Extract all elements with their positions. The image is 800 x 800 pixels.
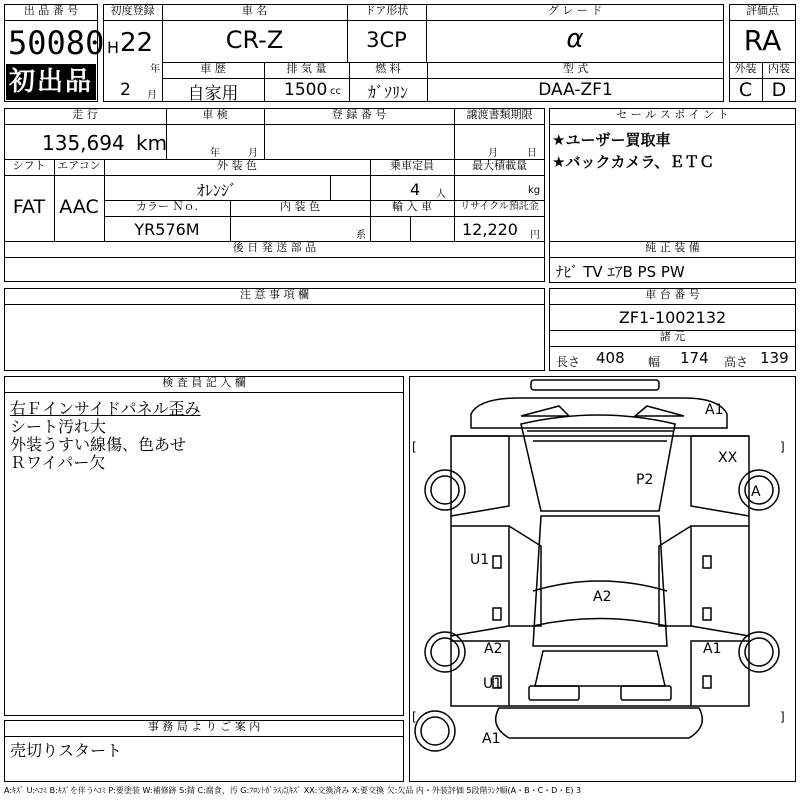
damage-mark-a2-left: A2 bbox=[484, 641, 503, 657]
transfer-deadline-header: 譲渡書類期限 bbox=[466, 108, 533, 121]
sales-points-header: セ ー ル ス ポ イ ン ト bbox=[616, 108, 729, 121]
car-name-header: 車 名 bbox=[241, 4, 268, 17]
fuel: ｶﾞｿﾘﾝ bbox=[367, 83, 408, 102]
later-parts-header: 後 日 発 送 部 品 bbox=[232, 241, 317, 254]
damage-mark-u1-left: U1 bbox=[470, 552, 490, 568]
color-number: YR576M bbox=[134, 220, 200, 239]
height-value: 139 bbox=[760, 349, 789, 367]
mileage-header: 走 行 bbox=[72, 108, 98, 121]
width-value: 174 bbox=[680, 349, 709, 367]
registration-number-header: 登 録 番 号 bbox=[331, 108, 387, 121]
exterior-color: ｵﾚﾝｼﾞ bbox=[196, 181, 237, 200]
genuine-equipment-header: 純 正 装 備 bbox=[645, 241, 700, 254]
dimensions-header: 諸 元 bbox=[659, 330, 686, 343]
shift: FAT bbox=[12, 196, 46, 218]
office-header: 事 務 局 よ り ご 案 内 bbox=[147, 720, 261, 733]
length-label: 長さ bbox=[556, 355, 581, 369]
legend: A:ｷｽﾞ U:ﾍｺﾐ B:ｷｽﾞを伴うﾍｺﾐ P:要塗装 W:補修跡 S:錆 C:腐食、汚 G:ﾌﾛﾝﾄｶﾞﾗｽ点ｷｽﾞ XX:交換済み X:要交換 欠:欠品 内・外装評価 5段階ﾗﾝｸ順(A・B・C・D・E) 3 bbox=[4, 786, 582, 795]
capacity: 4 bbox=[410, 180, 421, 199]
door-type: 3CP bbox=[366, 28, 407, 52]
inspector-header: 検 査 員 記 入 欄 bbox=[162, 376, 246, 389]
damage-mark-a1-top: A1 bbox=[705, 402, 724, 418]
damage-mark-a1-bottom: A1 bbox=[482, 731, 501, 747]
mileage-unit: km bbox=[136, 131, 168, 155]
damage-mark-p2: P2 bbox=[636, 472, 654, 488]
chassis-number: ZF1-1002132 bbox=[618, 308, 727, 327]
sales-point-2: ★バックカメラ、ＥＴＣ bbox=[552, 153, 715, 171]
inspection-year-unit: 年 bbox=[210, 148, 220, 159]
lot-number: 50080 bbox=[8, 24, 105, 62]
damage-mark-a2-center: A2 bbox=[593, 589, 612, 605]
registration-year: 22 bbox=[120, 28, 154, 58]
damage-mark-u1-bottom: U1 bbox=[483, 676, 503, 692]
import-header: 輸 入 車 bbox=[392, 200, 432, 213]
registration-header: 初度登録 bbox=[110, 4, 155, 17]
office-notice: 売切りスタート bbox=[10, 741, 123, 760]
rating-header: 評価点 bbox=[746, 4, 779, 17]
grade-header: グ レ ー ド bbox=[547, 4, 603, 17]
recycle: 12,220 bbox=[462, 220, 518, 239]
inspector-line-2: シート汚れ大 bbox=[10, 417, 107, 436]
capacity-unit: 人 bbox=[436, 189, 446, 200]
bracket-right-bottom: ] bbox=[780, 710, 785, 724]
bracket-left-top: [ bbox=[412, 440, 417, 454]
inspection-month-unit: 月 bbox=[248, 148, 258, 159]
transfer-month-unit: 月 bbox=[488, 148, 498, 159]
inspection-header: 車 検 bbox=[202, 108, 228, 121]
displacement-unit: cc bbox=[330, 86, 341, 97]
car-name: CR-Z bbox=[225, 26, 284, 54]
shift-header: シフト bbox=[12, 159, 46, 172]
capacity-header: 乗車定員 bbox=[390, 159, 434, 172]
mileage: 135,694 bbox=[42, 131, 125, 155]
interior-color-unit: 系 bbox=[356, 230, 366, 241]
registration-year-unit: 年 bbox=[150, 64, 160, 75]
interior-rating-header: 内装 bbox=[768, 62, 790, 75]
bracket-left-bottom: [ bbox=[412, 710, 417, 724]
max-load-unit: kg bbox=[528, 185, 541, 196]
sales-point-1: ★ユーザー買取車 bbox=[552, 131, 671, 149]
door-type-header: ドア形状 bbox=[364, 4, 409, 17]
exterior-rating-header: 外装 bbox=[734, 62, 757, 75]
model-header: 型 式 bbox=[562, 62, 589, 75]
recycle-unit: 円 bbox=[530, 230, 540, 241]
exterior-rating: C bbox=[738, 79, 753, 101]
registration-month: 2 bbox=[120, 80, 131, 100]
chassis-header: 車 台 番 号 bbox=[645, 288, 700, 301]
inspector-line-1: 右Ｆインサイドパネル歪み bbox=[10, 399, 201, 418]
displacement: 1500 bbox=[284, 80, 328, 100]
fuel-header: 燃 料 bbox=[375, 62, 401, 75]
recycle-header: リサイクル預託金 bbox=[460, 201, 539, 212]
aircon-header: エアコン bbox=[57, 159, 101, 172]
model: DAA-ZF1 bbox=[538, 80, 613, 100]
car-diagram bbox=[409, 376, 796, 782]
inspector-line-3: 外装うすい線傷、色あせ bbox=[10, 435, 187, 454]
grade: α bbox=[566, 24, 584, 54]
max-load-header: 最大積載量 bbox=[472, 159, 527, 172]
damage-mark-a-wheel: A bbox=[751, 484, 761, 500]
registration-era: H bbox=[107, 38, 120, 57]
rating: RA bbox=[743, 24, 782, 57]
width-label: 幅 bbox=[648, 355, 661, 369]
displacement-header: 排 気 量 bbox=[286, 62, 327, 75]
aircon: AAC bbox=[59, 196, 99, 218]
length-value: 408 bbox=[596, 349, 625, 367]
transfer-day-unit: 日 bbox=[527, 148, 537, 159]
notes-header: 注 意 事 項 欄 bbox=[240, 288, 309, 301]
genuine-equipment: ﾅﾋﾞ TV ｴｱB PS PW bbox=[556, 263, 685, 281]
height-label: 高さ bbox=[724, 355, 749, 369]
damage-mark-xx: XX bbox=[718, 450, 738, 466]
inspector-line-4: Ｒワイパー欠 bbox=[10, 453, 106, 472]
first-listing-badge: 初出品 bbox=[6, 64, 96, 100]
history: 自家用 bbox=[187, 84, 239, 104]
interior-color-header: 内 装 色 bbox=[280, 200, 320, 213]
interior-rating: D bbox=[771, 79, 787, 101]
history-header: 車 歴 bbox=[200, 62, 226, 75]
exterior-color-header: 外 装 色 bbox=[217, 159, 257, 172]
color-number-header: カラー Ｎｏ. bbox=[136, 200, 198, 213]
bracket-right-top: ] bbox=[780, 440, 785, 454]
lot-number-header: 出 品 番 号 bbox=[23, 4, 79, 17]
registration-month-unit: 月 bbox=[147, 90, 157, 101]
damage-mark-a1-right: A1 bbox=[703, 641, 722, 657]
